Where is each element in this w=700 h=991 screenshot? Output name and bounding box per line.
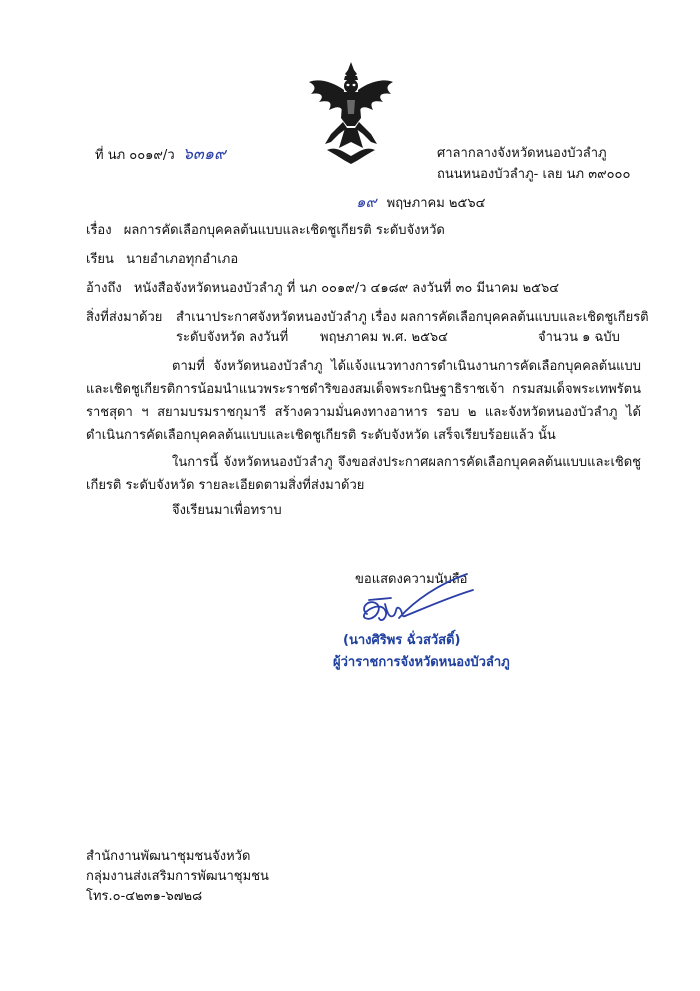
body-paragraph-2-text: ในการนี้ จังหวัดหนองบัวลำภู จึงขอส่งประกาศผลการคัดเลือกบุคคลต้นแบบและเชิดชูเกียรติ ระดับจังหวัด รายละเอียดตามสิ่งที่ส่งมาด้วย	[86, 455, 641, 493]
footer-office: สำนักงานพัฒนาชุมชนจังหวัด	[86, 849, 251, 864]
enclosure-line2-month: พฤษภาคม พ.ศ. ๒๕๖๔	[320, 330, 448, 345]
footer-division: กลุ่มงานส่งเสริมการพัฒนาชุมชน	[86, 869, 269, 884]
office-address-line2: ถนนหนองบัวลำภู- เลย นภ ๓๙๐๐๐	[437, 167, 631, 182]
footer-phone: โทร.๐-๔๒๓๑-๖๗๒๘	[86, 889, 203, 904]
date-month-year: พฤษภาคม ๒๕๖๔	[386, 196, 486, 211]
reference-label: อ้างถึง	[86, 281, 122, 296]
garuda-emblem-icon	[305, 60, 397, 166]
document-number-handwritten: ๖๓๑๙	[182, 144, 226, 163]
salutation-text: นายอำเภอทุกอำเภอ	[126, 252, 239, 267]
subject-line	[86, 222, 445, 240]
enclosure-label: สิ่งที่ส่งมาด้วย	[86, 310, 163, 325]
enclosure-line1: สำเนาประกาศจังหวัดหนองบัวลำภู เรื่อง ผลการคัดเลือกบุคคลต้นแบบและเชิดชูเกียรติ	[176, 310, 649, 325]
subject-label: เรื่อง	[86, 223, 112, 238]
closing-line: จึงเรียนมาเพื่อทราบ	[172, 503, 282, 518]
body-paragraph-2	[86, 451, 641, 497]
signer-position: ผู้ว่าราชการจังหวัดหนองบัวลำภู	[333, 655, 510, 670]
signer-name: (นางศิริพร ฉั่วสวัสดิ์)	[343, 633, 461, 648]
salutation-label: เรียน	[86, 252, 114, 267]
document-date	[356, 193, 485, 213]
enclosure-line2-date: ระดับจังหวัด ลงวันที่	[176, 330, 289, 345]
office-address-line1: ศาลากลางจังหวัดหนองบัวลำภู	[437, 146, 607, 161]
subject-text: ผลการคัดเลือกบุคคลต้นแบบและเชิดชูเกียรติ ระดับจังหวัด	[123, 223, 445, 238]
salutation-line	[86, 251, 238, 269]
enclosure-line2-count: จำนวน ๑ ฉบับ	[538, 330, 620, 345]
date-day-handwritten: ๑๙	[356, 193, 377, 211]
body-paragraph-1-text: ตามที่ จังหวัดหนองบัวลำภู ได้แจ้งแนวทางการดำเนินงานการคัดเลือกบุคคลต้นแบบ และเชิดชูเกียรติการน้อมนำแนวพระราชดำริของสมเด็จพระกนิษฐาธิราชเจ้า กรมสมเด็จพระเทพรัตนราชสุดา ฯ สยามบรมราชกุมารี สร้างความมั่นคงทางอาหาร รอบ ๒ และจังหวัดหนองบัวลำภู ได้ดำเนินการคัดเลือกบุคคลต้นแบบและเชิดชูเกียรติ ระดับจังหวัด เสร็จเรียบร้อยแล้ว นั้น	[86, 359, 641, 443]
body-paragraph-1	[86, 355, 641, 447]
document-number-label: ที่ นภ ๐๐๑๙/ว	[95, 148, 175, 163]
handwritten-signature-icon	[355, 570, 480, 640]
document-number	[95, 145, 226, 165]
reference-text: หนังสือจังหวัดหนองบัวลำภู ที่ นภ ๐๐๑๙/ว ๔๑๘๙ ลงวันที่ ๓๐ มีนาคม ๒๕๖๔	[133, 281, 560, 296]
regards-text: ขอแสดงความนับถือ	[355, 572, 468, 587]
reference-line	[86, 280, 559, 298]
